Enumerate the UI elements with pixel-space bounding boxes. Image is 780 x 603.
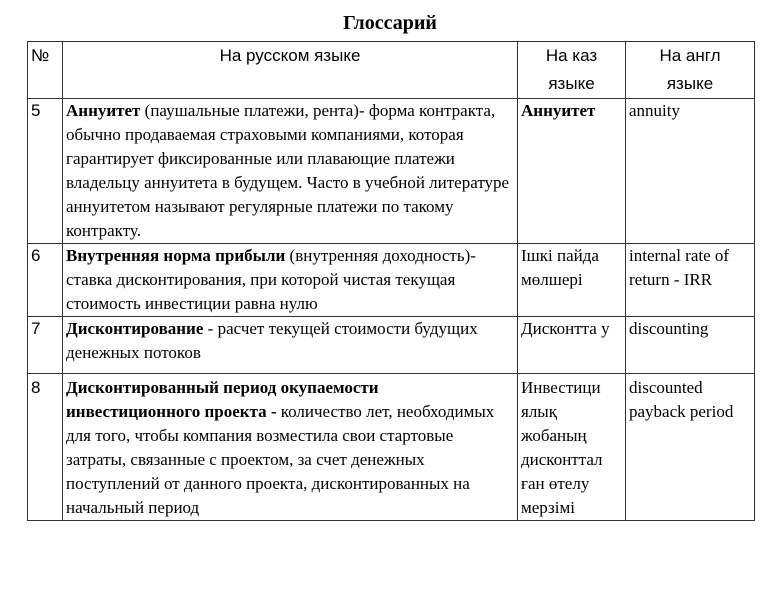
glossary-table — [27, 41, 755, 521]
definition: количество лет, необходимых для того, чтобы компания возместила свои стартовые затраты, связанные с проектом, за счет денежных поступлений от данного проекта, дисконтированных на начальный период — [66, 402, 495, 517]
header-row — [28, 42, 755, 99]
row-number: 5 — [28, 99, 63, 244]
page-title: Глоссарий — [343, 12, 437, 34]
english-cell: annuity — [626, 99, 755, 244]
row-number: 8 — [28, 374, 63, 521]
kazakh-cell: Дисконтта у — [518, 317, 626, 374]
header-english: На англ языке — [626, 42, 755, 99]
header-russian: На русском языке — [63, 42, 518, 99]
term-bold: Дисконтированный период окупаемости инвестиционного проекта - — [66, 378, 379, 421]
russian-cell — [63, 99, 518, 244]
english-cell: internal rate of return - IRR — [626, 244, 755, 317]
russian-cell — [63, 244, 518, 317]
russian-cell — [63, 317, 518, 374]
english-cell: discounting — [626, 317, 755, 374]
english-cell: discounted payback period — [626, 374, 755, 521]
row-number: 6 — [28, 244, 63, 317]
table-row — [28, 244, 755, 317]
table-row — [28, 99, 755, 244]
header-kazakh: На каз языке — [518, 42, 626, 99]
definition: (внутренняя доходность)- ставка дисконтирования, при которой чистая текущая стоимость инвестиции равна нулю — [66, 246, 476, 313]
kazakh-cell: Инвестици ялық жобаның дисконттал ған өтелу мерзімі — [518, 374, 626, 521]
header-number: № — [28, 42, 63, 99]
term-bold: Внутренняя норма прибыли — [66, 246, 286, 265]
row-number: 7 — [28, 317, 63, 374]
russian-cell — [63, 374, 518, 521]
term-bold: Аннуитет — [66, 101, 141, 120]
definition: (паушальные платежи, рента)- форма контракта, обычно продаваемая страховыми компаниями, которая гарантирует фиксированные или плавающие платежи владельцу аннуитета в будущем. Часто в учебной литературе аннуитетом называют регулярные платежи по такому контракту. — [66, 101, 510, 240]
table-row — [28, 374, 755, 521]
kazakh-cell: Аннуитет — [518, 99, 626, 244]
table-row — [28, 317, 755, 374]
term-bold: Дисконтирование — [66, 319, 204, 338]
definition: - расчет текущей стоимости будущих денежных потоков — [66, 319, 478, 362]
kazakh-cell: Ішкі пайда мөлшері — [518, 244, 626, 317]
